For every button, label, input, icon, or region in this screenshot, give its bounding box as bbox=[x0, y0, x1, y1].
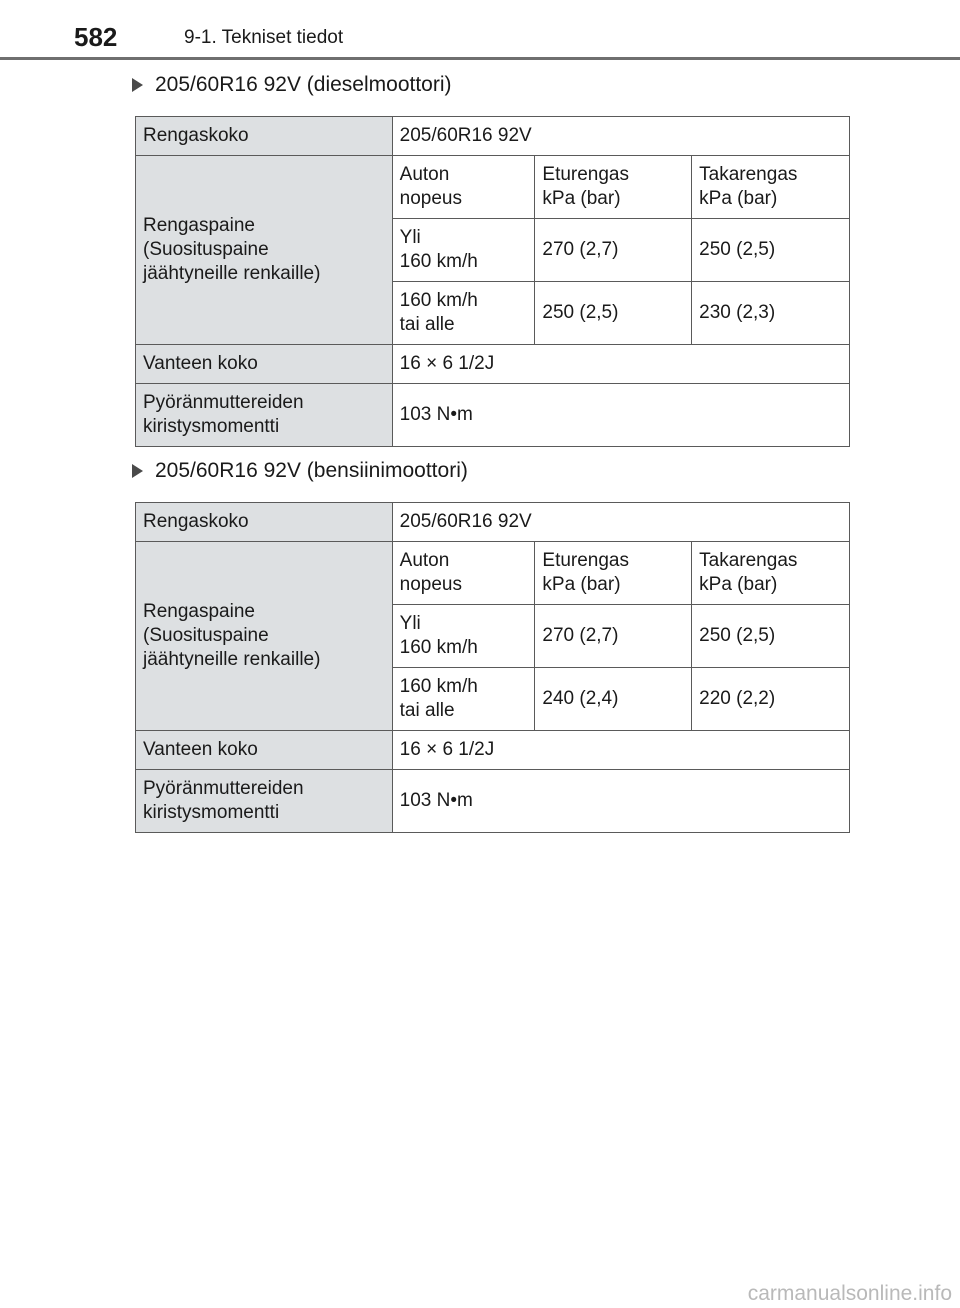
rear-pressure-cell: 230 (2,3) bbox=[692, 282, 850, 345]
rim-label: Vanteen koko bbox=[136, 345, 393, 384]
torque-label: Pyöränmuttereiden kiristysmomentti bbox=[136, 770, 393, 833]
rim-label: Vanteen koko bbox=[136, 731, 393, 770]
section-title-petrol bbox=[132, 459, 468, 483]
table-row bbox=[136, 156, 850, 219]
section-title-diesel bbox=[132, 73, 452, 97]
rear-pressure-cell: 250 (2,5) bbox=[692, 219, 850, 282]
page-number: 582 bbox=[74, 22, 118, 52]
tire-size-label: Rengaskoko bbox=[136, 503, 393, 542]
speed-cell: Yli 160 km/h bbox=[392, 219, 535, 282]
triangle-right-icon bbox=[132, 78, 143, 92]
rear-pressure-cell: 220 (2,2) bbox=[692, 668, 850, 731]
triangle-right-icon bbox=[132, 464, 143, 478]
col-front-header: Eturengas kPa (bar) bbox=[535, 156, 692, 219]
table-row bbox=[136, 384, 850, 447]
section-title-text: 205/60R16 92V (dieselmoottori) bbox=[155, 73, 452, 96]
pressure-label: Rengaspaine (Suosituspaine jäähtyneille renkaille) bbox=[136, 542, 393, 731]
pressure-label: Rengaspaine (Suosituspaine jäähtyneille renkaille) bbox=[136, 156, 393, 345]
page-header bbox=[0, 0, 960, 60]
rim-value: 16 × 6 1/2J bbox=[392, 731, 849, 770]
watermark: carmanualsonline.info bbox=[747, 1282, 952, 1305]
tire-size-value: 205/60R16 92V bbox=[392, 503, 849, 542]
header-rule bbox=[0, 57, 960, 60]
table-row bbox=[136, 345, 850, 384]
col-rear-header: Takarengas kPa (bar) bbox=[692, 156, 850, 219]
front-pressure-cell: 250 (2,5) bbox=[535, 282, 692, 345]
torque-value: 103 N•m bbox=[392, 770, 849, 833]
rim-value: 16 × 6 1/2J bbox=[392, 345, 849, 384]
spec-table-diesel bbox=[135, 116, 850, 447]
table-row bbox=[136, 731, 850, 770]
rear-pressure-cell: 250 (2,5) bbox=[692, 605, 850, 668]
table-row bbox=[136, 117, 850, 156]
table-row bbox=[136, 542, 850, 605]
speed-cell: 160 km/h tai alle bbox=[392, 282, 535, 345]
table-row bbox=[136, 503, 850, 542]
front-pressure-cell: 270 (2,7) bbox=[535, 219, 692, 282]
tire-size-value: 205/60R16 92V bbox=[392, 117, 849, 156]
col-rear-header: Takarengas kPa (bar) bbox=[692, 542, 850, 605]
section-title-text: 205/60R16 92V (bensiinimoottori) bbox=[155, 459, 468, 482]
front-pressure-cell: 270 (2,7) bbox=[535, 605, 692, 668]
col-speed-header: Auton nopeus bbox=[392, 542, 535, 605]
speed-cell: Yli 160 km/h bbox=[392, 605, 535, 668]
col-speed-header: Auton nopeus bbox=[392, 156, 535, 219]
spec-table-petrol bbox=[135, 502, 850, 833]
speed-cell: 160 km/h tai alle bbox=[392, 668, 535, 731]
torque-value: 103 N•m bbox=[392, 384, 849, 447]
front-pressure-cell: 240 (2,4) bbox=[535, 668, 692, 731]
table-row bbox=[136, 770, 850, 833]
torque-label: Pyöränmuttereiden kiristysmomentti bbox=[136, 384, 393, 447]
tire-size-label: Rengaskoko bbox=[136, 117, 393, 156]
chapter-title: 9-1. Tekniset tiedot bbox=[184, 27, 344, 48]
col-front-header: Eturengas kPa (bar) bbox=[535, 542, 692, 605]
